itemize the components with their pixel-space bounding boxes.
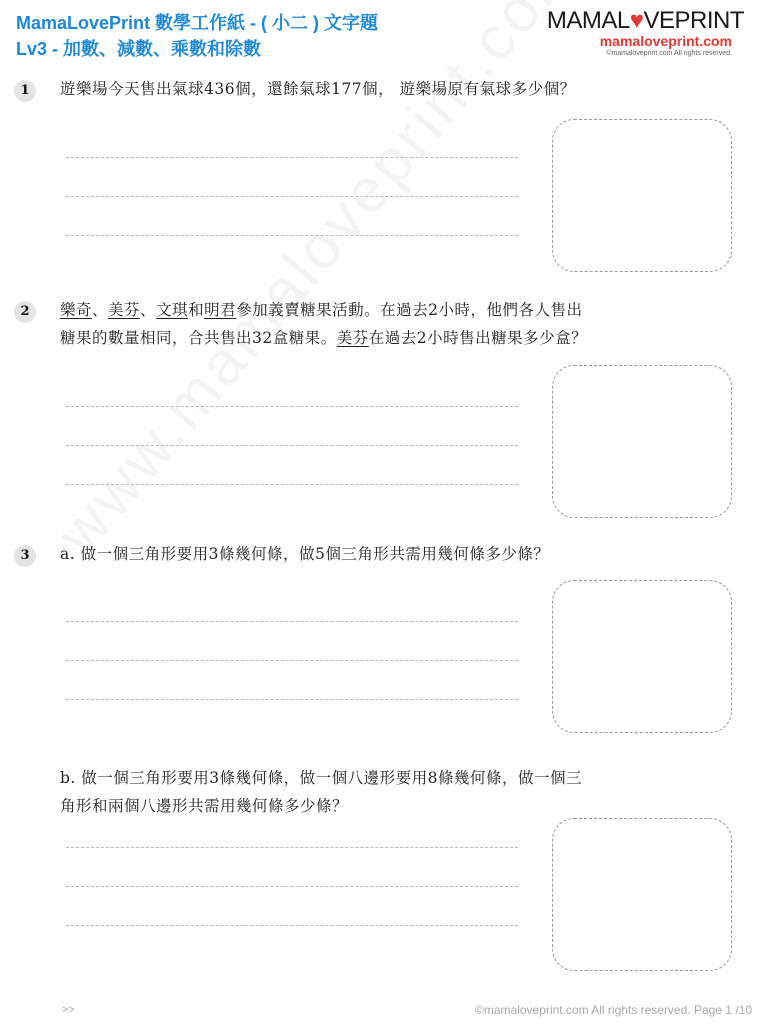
logo-url: mamaloveprint.com — [599, 33, 732, 49]
question-3a-text: a. 做一個三角形要用3條幾何條，做5個三角形共需用幾何條多少條？ — [60, 545, 550, 563]
answer-line[interactable] — [66, 235, 518, 236]
answer-box[interactable] — [552, 580, 732, 733]
answer-line[interactable] — [66, 699, 518, 700]
question-3b-text: b. 做一個三角形要用3條幾何條，做一個八邊形要用8條幾何條，做一個三 角形和兩個八邊形共需用幾何條多少條？ — [60, 769, 583, 815]
next-page-link[interactable]: >> — [62, 1004, 75, 1016]
question-2-text — [60, 296, 587, 352]
question-number-badge: 2 — [14, 301, 36, 323]
name-underlined: 美芬 — [336, 329, 369, 347]
answer-line[interactable] — [66, 196, 518, 197]
answer-line[interactable] — [66, 445, 518, 446]
answer-line[interactable] — [66, 157, 518, 158]
answer-line[interactable] — [66, 847, 518, 848]
logo-wordmark: MAMAL♥VEPRINT — [546, 7, 744, 34]
name-underlined: 明君 — [204, 301, 237, 319]
worksheet-title: MamaLovePrint 數學工作紙 - ( 小二 ) 文字題 — [16, 13, 379, 33]
answer-line[interactable] — [66, 621, 518, 622]
logo-rights: ©mamaloveprint.com All rights reserved. — [606, 50, 732, 57]
answer-line[interactable] — [66, 660, 518, 661]
answer-line[interactable] — [66, 886, 518, 887]
answer-line[interactable] — [66, 484, 518, 485]
answer-box[interactable] — [552, 119, 732, 272]
name-underlined: 樂奇 — [60, 301, 93, 319]
question-number-badge: 3 — [14, 545, 36, 567]
question-number-badge: 1 — [14, 80, 36, 102]
heart-icon: ♥ — [629, 7, 644, 34]
brand-logo — [547, 8, 744, 58]
footer-copyright: ©mamaloveprint.com All rights reserved. Page 1 /10 — [475, 1003, 752, 1017]
worksheet-level: Lv3 - 加數、減數、乘數和除數 — [16, 39, 262, 59]
answer-line[interactable] — [66, 406, 518, 407]
name-underlined: 文琪 — [156, 301, 189, 319]
answer-box[interactable] — [552, 365, 732, 518]
question-1-text: 遊樂場今天售出氣球436個，還餘氣球177個， 遊樂場原有氣球多少個？ — [60, 80, 576, 98]
answer-line[interactable] — [66, 925, 518, 926]
question-2-line-2: 糖果的數量相同，合共售出32盒糖果。美芬在過去2小時售出糖果多少盒？ — [60, 329, 588, 347]
name-underlined: 美芬 — [108, 301, 141, 319]
question-2-line-1: 樂奇、美芬、文琪和明君參加義賣糖果活動。在過去2小時，他們各人售出 — [60, 301, 583, 319]
answer-box[interactable] — [552, 818, 732, 971]
